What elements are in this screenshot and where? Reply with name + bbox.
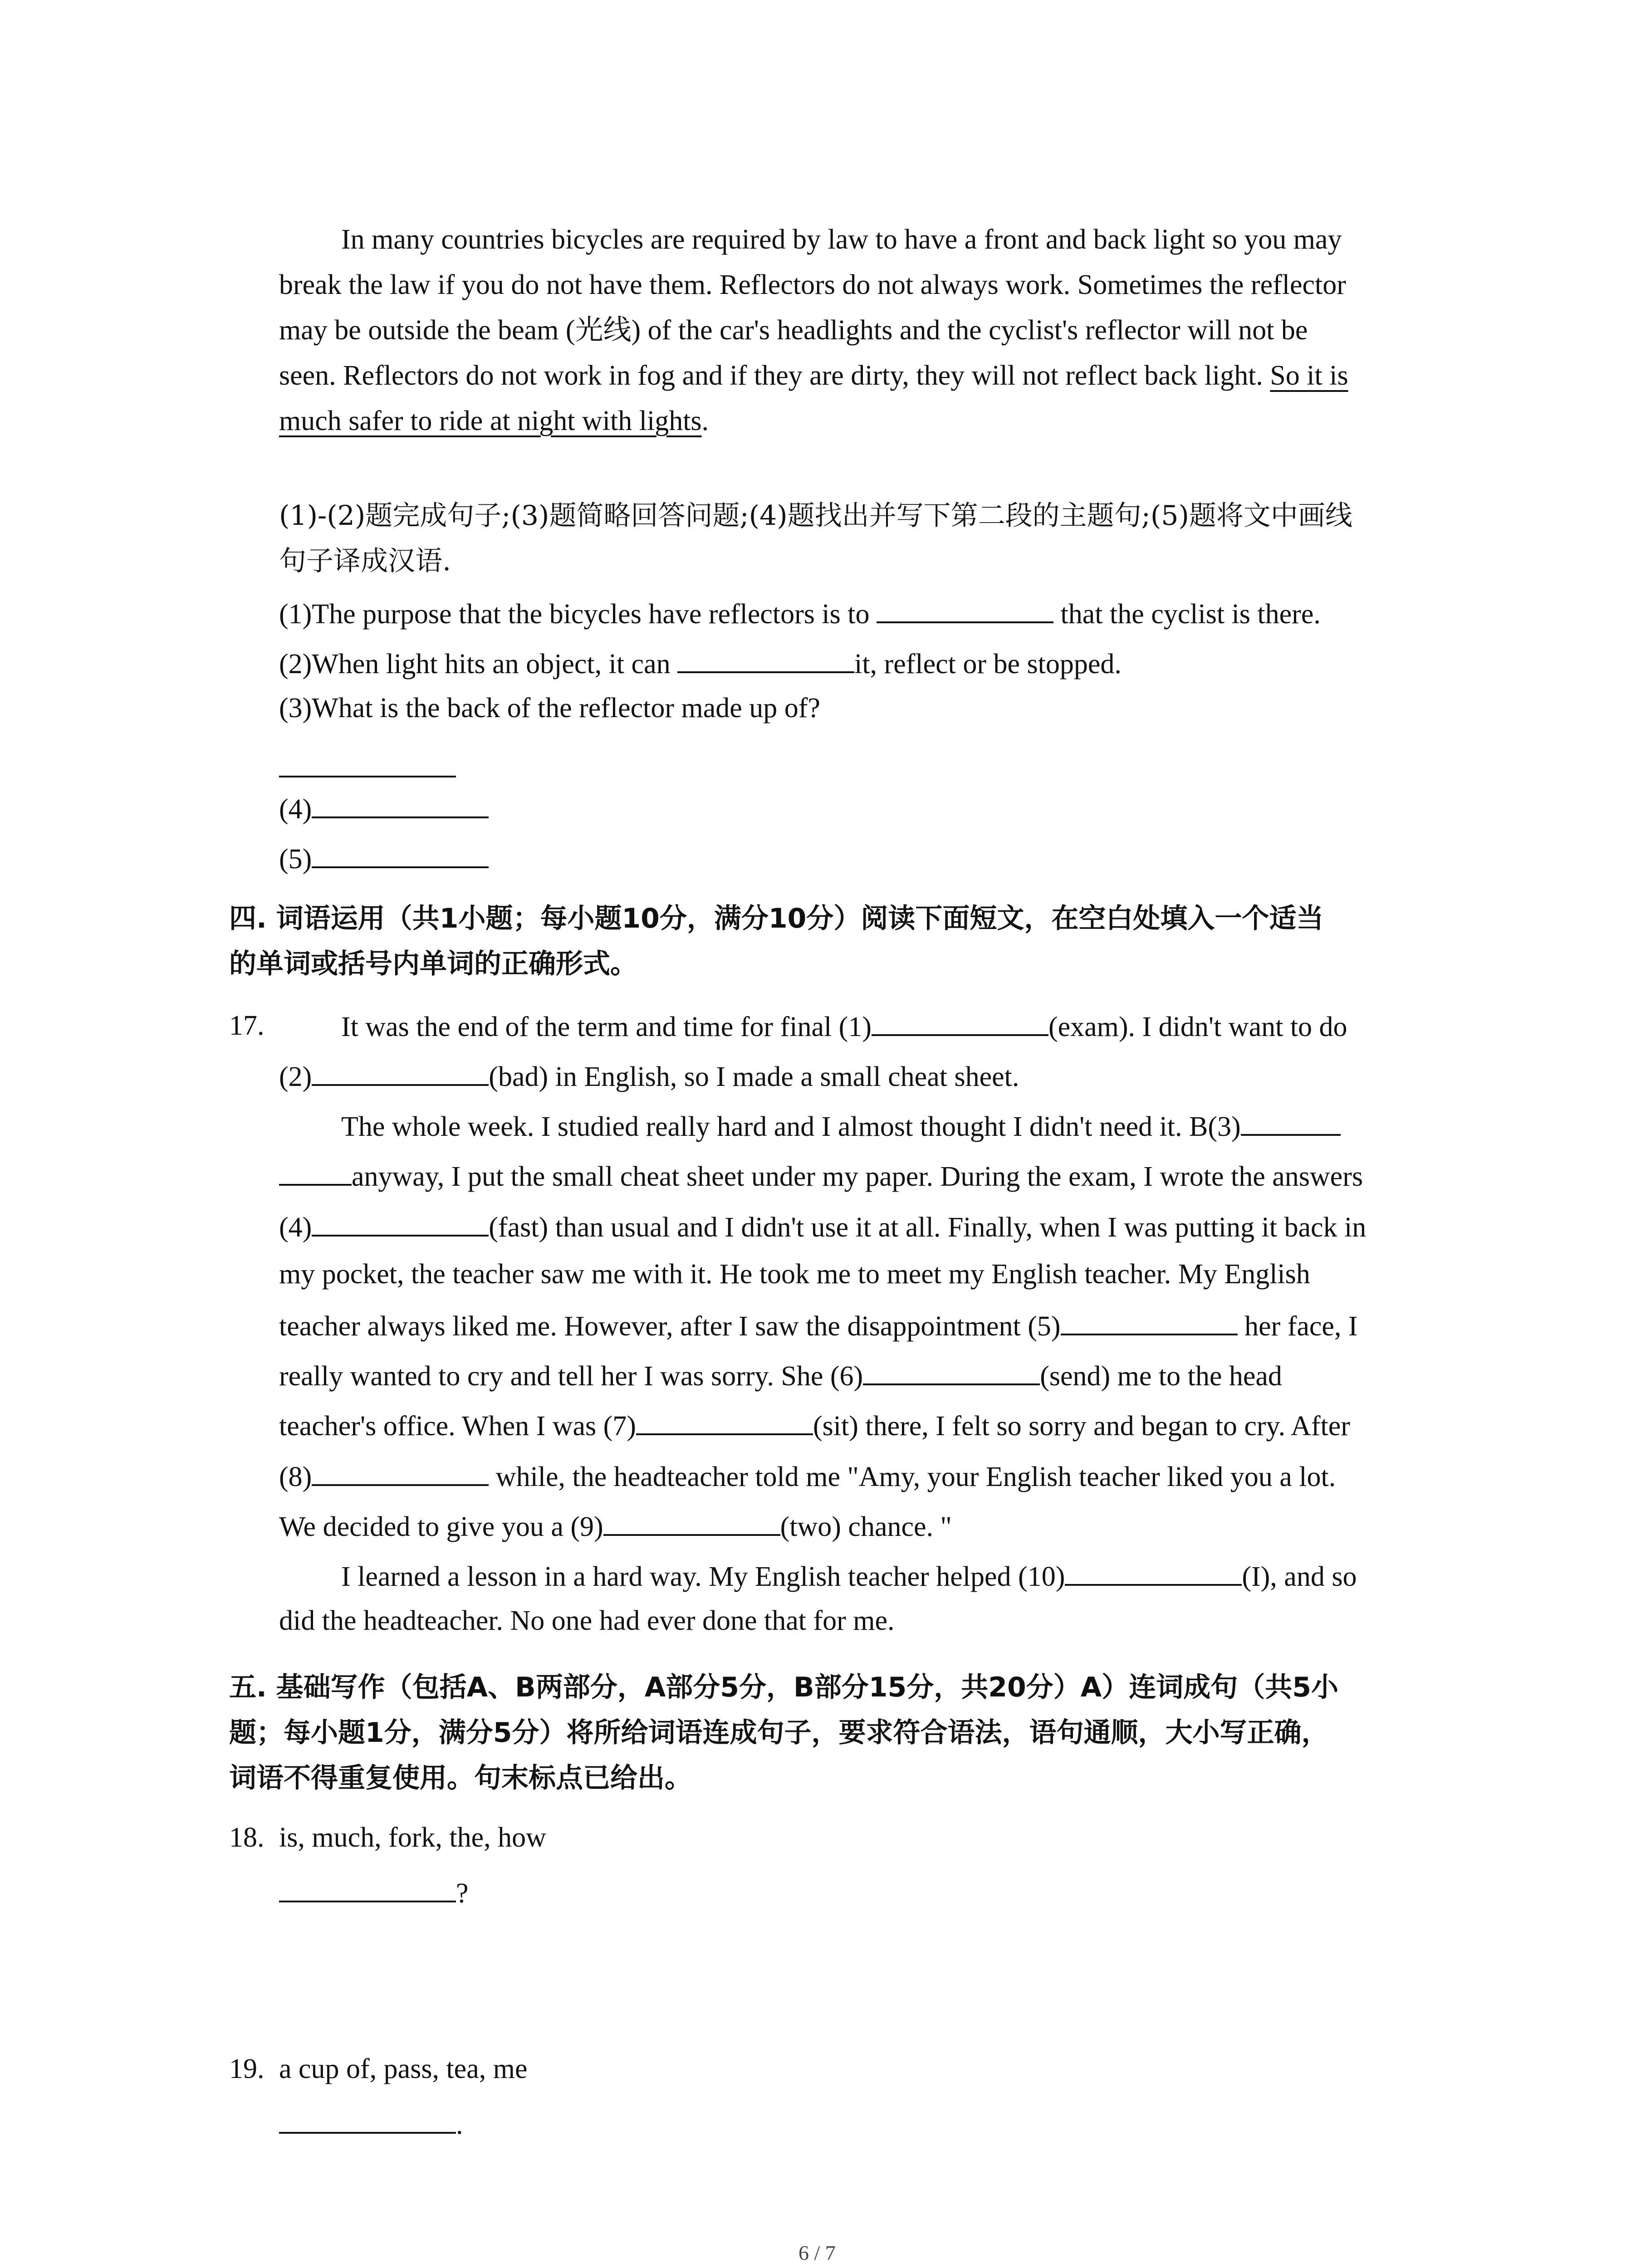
q17-line-2 — [279, 1061, 1019, 1091]
q16-item-1-text: (1)The purpose that the bicycles have reflectors is to — [279, 599, 870, 630]
section4-heading-line-2: 的单词或括号内单词的正确形式。 — [229, 948, 637, 980]
q17-line-4 — [279, 1161, 1363, 1191]
answer-blank[interactable] — [279, 1878, 456, 1902]
passage-line-5 — [279, 407, 709, 435]
q17-line-1 — [341, 1012, 1347, 1041]
q17-text: We decided to give you a (9) — [279, 1511, 603, 1542]
q17-line-8 — [279, 1361, 1282, 1390]
q19-words: a cup of, pass, tea, me — [279, 2053, 528, 2084]
q18-number: 18. — [229, 1822, 265, 1853]
period: . — [701, 406, 709, 436]
q17-line-13: did the headteacher. No one had ever done that for me. — [279, 1605, 895, 1636]
q19-end-mark: . — [456, 2109, 463, 2140]
q17-text: It was the end of the term and time for final (1) — [341, 1012, 872, 1042]
q19-number: 19. — [229, 2053, 265, 2084]
answer-blank-4[interactable] — [312, 1212, 489, 1237]
q18-answer — [279, 1878, 469, 1907]
underlined-sentence-start: So it is — [1270, 360, 1348, 391]
section5-heading-line-2: 题；每小题1分，满分5分）将所给词语连成句子，要求符合语法，语句通顺，大小写正确， — [229, 1717, 1329, 1749]
answer-blank-9[interactable] — [603, 1511, 780, 1536]
q17-text: really wanted to cry and tell her I was sorry. She (6) — [279, 1361, 863, 1392]
answer-blank[interactable] — [677, 649, 854, 673]
q16-item-3: (3)What is the back of the reflector made up of? — [279, 693, 820, 723]
q16-item-3-answer — [279, 753, 456, 782]
passage-text: seen. Reflectors do not work in fog and if they are dirty, they will not reflect back light. — [279, 360, 1263, 391]
q17-text: teacher's office. When I was (7) — [279, 1411, 636, 1442]
q16-item-1-tail: that the cyclist is there. — [1060, 599, 1321, 630]
q16-item-4-label: (4) — [279, 794, 312, 825]
underlined-sentence-end: much safer to ride at night with lights — [279, 406, 702, 436]
answer-blank[interactable] — [312, 794, 489, 818]
page-number: 6 / 7 — [798, 2241, 836, 2264]
q17-line-3 — [341, 1111, 1341, 1141]
answer-blank-7[interactable] — [636, 1411, 813, 1435]
q17-text: (I), and so — [1242, 1561, 1357, 1592]
q17-line-11 — [279, 1511, 952, 1541]
q19-answer — [279, 2109, 463, 2139]
q17-text: (8) — [279, 1461, 312, 1492]
q17-line-12 — [341, 1561, 1357, 1591]
q16-item-4 — [279, 794, 489, 823]
q17-text: (exam). I didn't want to do — [1048, 1012, 1347, 1042]
q16-instruction-line-2: 句子译成汉语. — [279, 545, 451, 577]
q17-text: teacher always liked me. However, after I saw the disappointment (5) — [279, 1311, 1061, 1342]
answer-blank[interactable] — [312, 844, 489, 868]
answer-blank-2[interactable] — [312, 1061, 489, 1086]
q17-text: (send) me to the head — [1040, 1361, 1282, 1392]
q17-line-7 — [279, 1311, 1358, 1340]
q16-item-5-label: (5) — [279, 844, 312, 875]
answer-blank[interactable] — [877, 599, 1053, 623]
answer-blank-5[interactable] — [1061, 1311, 1238, 1335]
answer-blank-8[interactable] — [312, 1461, 489, 1486]
q17-line-9 — [279, 1411, 1350, 1440]
section5-heading-line-1: 五. 基础写作（包括A、B两部分，A部分5分，B部分15分，共20分）A）连词成句（共5小 — [229, 1672, 1338, 1703]
q17-text: (bad) in English, so I made a small cheat sheet. — [489, 1061, 1019, 1092]
q17-text: while, the headteacher told me "Amy, your English teacher liked you a lot. — [495, 1461, 1336, 1492]
passage-line-3: may be outside the beam (光线) of the car's headlights and the cyclist's reflector will not be — [279, 315, 1308, 346]
q16-item-5 — [279, 844, 489, 873]
section4-heading-line-1: 四. 词语运用（共1小题；每小题10分，满分10分）阅读下面短文，在空白处填入一个适当 — [229, 903, 1324, 934]
answer-blank-3[interactable] — [1241, 1111, 1341, 1136]
q16-item-1 — [279, 599, 1321, 628]
answer-blank-3-continued[interactable] — [279, 1161, 352, 1186]
q17-text: (two) chance. " — [780, 1511, 952, 1542]
q17-number: 17. — [229, 1010, 265, 1041]
answer-blank[interactable] — [279, 753, 456, 777]
passage-line-1: In many countries bicycles are required by law to have a front and back light so you may — [341, 224, 1342, 255]
q17-line-6: my pocket, the teacher saw me with it. He took me to meet my English teacher. My English — [279, 1259, 1310, 1290]
q17-text: anyway, I put the small cheat sheet under my paper. During the exam, I wrote the answers — [352, 1161, 1363, 1192]
q17-text: The whole week. I studied really hard and I almost thought I didn't need it. B(3) — [341, 1111, 1241, 1142]
answer-blank-1[interactable] — [872, 1012, 1048, 1036]
q17-text: (fast) than usual and I didn't use it at all. Finally, when I was putting it back in — [489, 1212, 1367, 1243]
q18-end-mark: ? — [456, 1878, 469, 1909]
passage-line-4 — [279, 362, 1348, 390]
q17-line-5 — [279, 1212, 1366, 1242]
passage-line-2: break the law if you do not have them. Reflectors do not always work. Sometimes the reflector — [279, 269, 1346, 300]
answer-blank-10[interactable] — [1065, 1561, 1242, 1586]
q18-words: is, much, fork, the, how — [279, 1822, 546, 1853]
q17-text: her face, I — [1244, 1311, 1358, 1342]
q17-text: (4) — [279, 1212, 312, 1243]
q16-item-2-text: (2)When light hits an object, it can — [279, 649, 671, 679]
q16-item-2-tail: it, reflect or be stopped. — [854, 649, 1122, 679]
q17-text: (sit) there, I felt so sorry and began to cry. After — [813, 1411, 1350, 1442]
q17-text: I learned a lesson in a hard way. My English teacher helped (10) — [341, 1561, 1065, 1592]
answer-blank-6[interactable] — [863, 1361, 1040, 1385]
q17-line-10 — [279, 1461, 1336, 1491]
answer-blank[interactable] — [279, 2109, 456, 2134]
q17-text: (2) — [279, 1061, 312, 1092]
q16-instruction-line-1: (1)-(2)题完成句子;(3)题简略回答问题;(4)题找出并写下第二段的主题句;(5)题将文中画线 — [279, 500, 1352, 532]
section5-heading-line-3: 词语不得重复使用。句末标点已给出。 — [229, 1762, 692, 1794]
q16-item-2 — [279, 649, 1122, 678]
